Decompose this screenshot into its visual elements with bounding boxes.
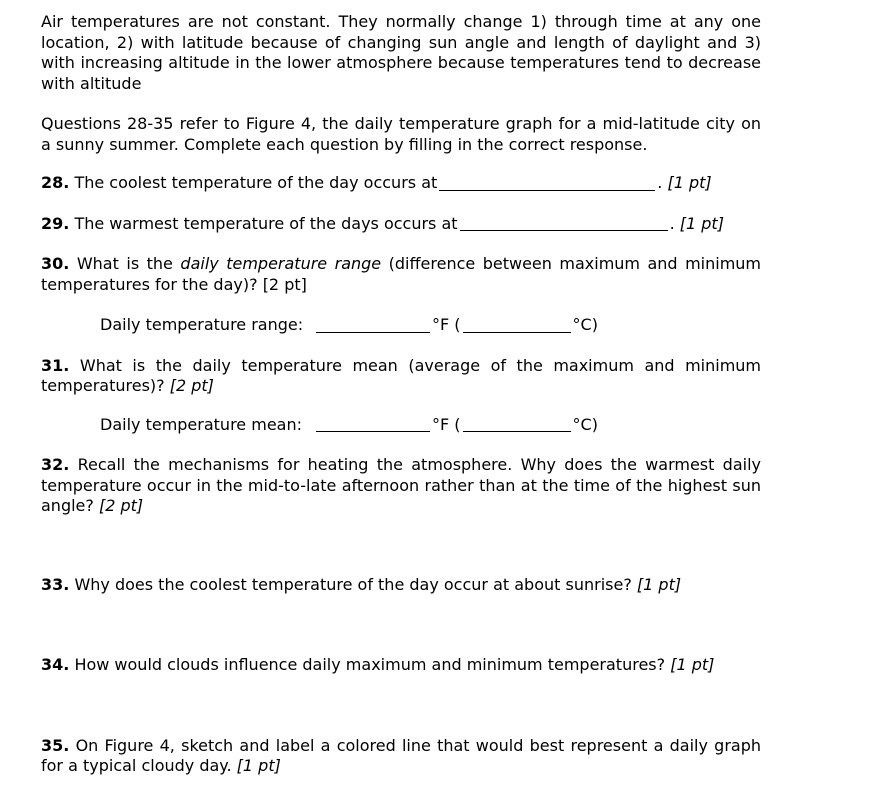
question-33 — [41, 575, 761, 596]
question-28: 28. The coolest temperature of the day occurs at . [1 pt] — [41, 173, 712, 192]
mean-answer-line — [41, 415, 761, 436]
points-label: [2 pt] — [98, 496, 144, 515]
question-text: On Figure 4, sketch and label a colored line that would best represent a daily graph for a typical cloudy day. — [41, 735, 761, 775]
question-number: 30. — [41, 254, 70, 273]
mean-celsius-blank[interactable] — [463, 417, 571, 432]
question-number: 31. — [41, 355, 70, 375]
question-number: 32. — [41, 455, 70, 474]
question-text: What is the daily temperature mean (average of the maximum and minimum temperatures)? — [41, 355, 762, 395]
answer-blank-28[interactable] — [439, 176, 655, 191]
range-celsius-blank[interactable] — [463, 318, 571, 333]
question-35 — [41, 736, 761, 777]
points-label: [1 pt] — [670, 655, 715, 674]
question-text: The coolest temperature of the day occurs at — [74, 173, 438, 192]
answer-blank-29[interactable] — [460, 216, 668, 231]
points-label: [1 pt] — [636, 574, 682, 594]
points-label: [1 pt] — [236, 756, 281, 775]
question-number: 33. — [41, 574, 70, 594]
question-text: How would clouds influence daily maximum and minimum temperatures? — [74, 655, 666, 674]
question-29: 29. The warmest temperature of the days occurs at . [1 pt] — [41, 213, 724, 233]
question-text: Recall the mechanisms for heating the atmosphere. Why does the warmest daily temperature occur in the mid-to-late afternoon rather than at the time of the highest sun angle? — [41, 455, 761, 515]
question-number: 34. — [41, 655, 70, 674]
question-32 — [41, 455, 761, 517]
mean-answer-label: Daily temperature mean: — [100, 414, 302, 434]
unit-fahrenheit: °F ( — [432, 315, 461, 334]
question-31 — [41, 356, 761, 397]
range-answer-line — [41, 315, 761, 336]
points-label: [1 pt] — [679, 213, 724, 233]
question-30: 30. What is the daily temperature range (difference between maximum and minimum temperatures for the day)? [2 pt] — [41, 254, 762, 294]
range-answer-label: Daily temperature range: — [100, 315, 304, 334]
unit-fahrenheit: °F ( — [432, 414, 461, 434]
question-number: 28. — [41, 173, 70, 192]
instructions-paragraph: Questions 28-35 refer to Figure 4, the daily temperature graph for a mid-latitude city on a sunny summer. Complete each question by filling in the correct response. — [41, 114, 761, 154]
unit-celsius: °C) — [572, 315, 598, 334]
unit-celsius: °C) — [572, 414, 598, 434]
points-label: [1 pt] — [667, 173, 712, 192]
question-text: The warmest temperature of the days occurs at — [74, 213, 458, 233]
mean-fahrenheit-blank[interactable] — [316, 417, 430, 432]
question-number: 35. — [41, 735, 70, 755]
worksheet-page — [41, 12, 761, 777]
emphasis-term: daily temperature range — [180, 254, 382, 273]
question-number: 29. — [41, 213, 70, 233]
intro-paragraph: Air temperatures are not constant. They normally change 1) through time at any one location, 2) with latitude because of changing sun angle and length of daylight and 3) with increasing altitude in the lower atmosphere because temperatures tend to decrease with altitude — [41, 12, 761, 93]
points-label: [2 pt] — [262, 274, 307, 294]
range-fahrenheit-blank[interactable] — [316, 318, 430, 333]
points-label: [2 pt] — [169, 376, 214, 395]
question-34 — [41, 655, 761, 676]
question-text: Why does the coolest temperature of the day occur at about sunrise? — [74, 574, 632, 594]
